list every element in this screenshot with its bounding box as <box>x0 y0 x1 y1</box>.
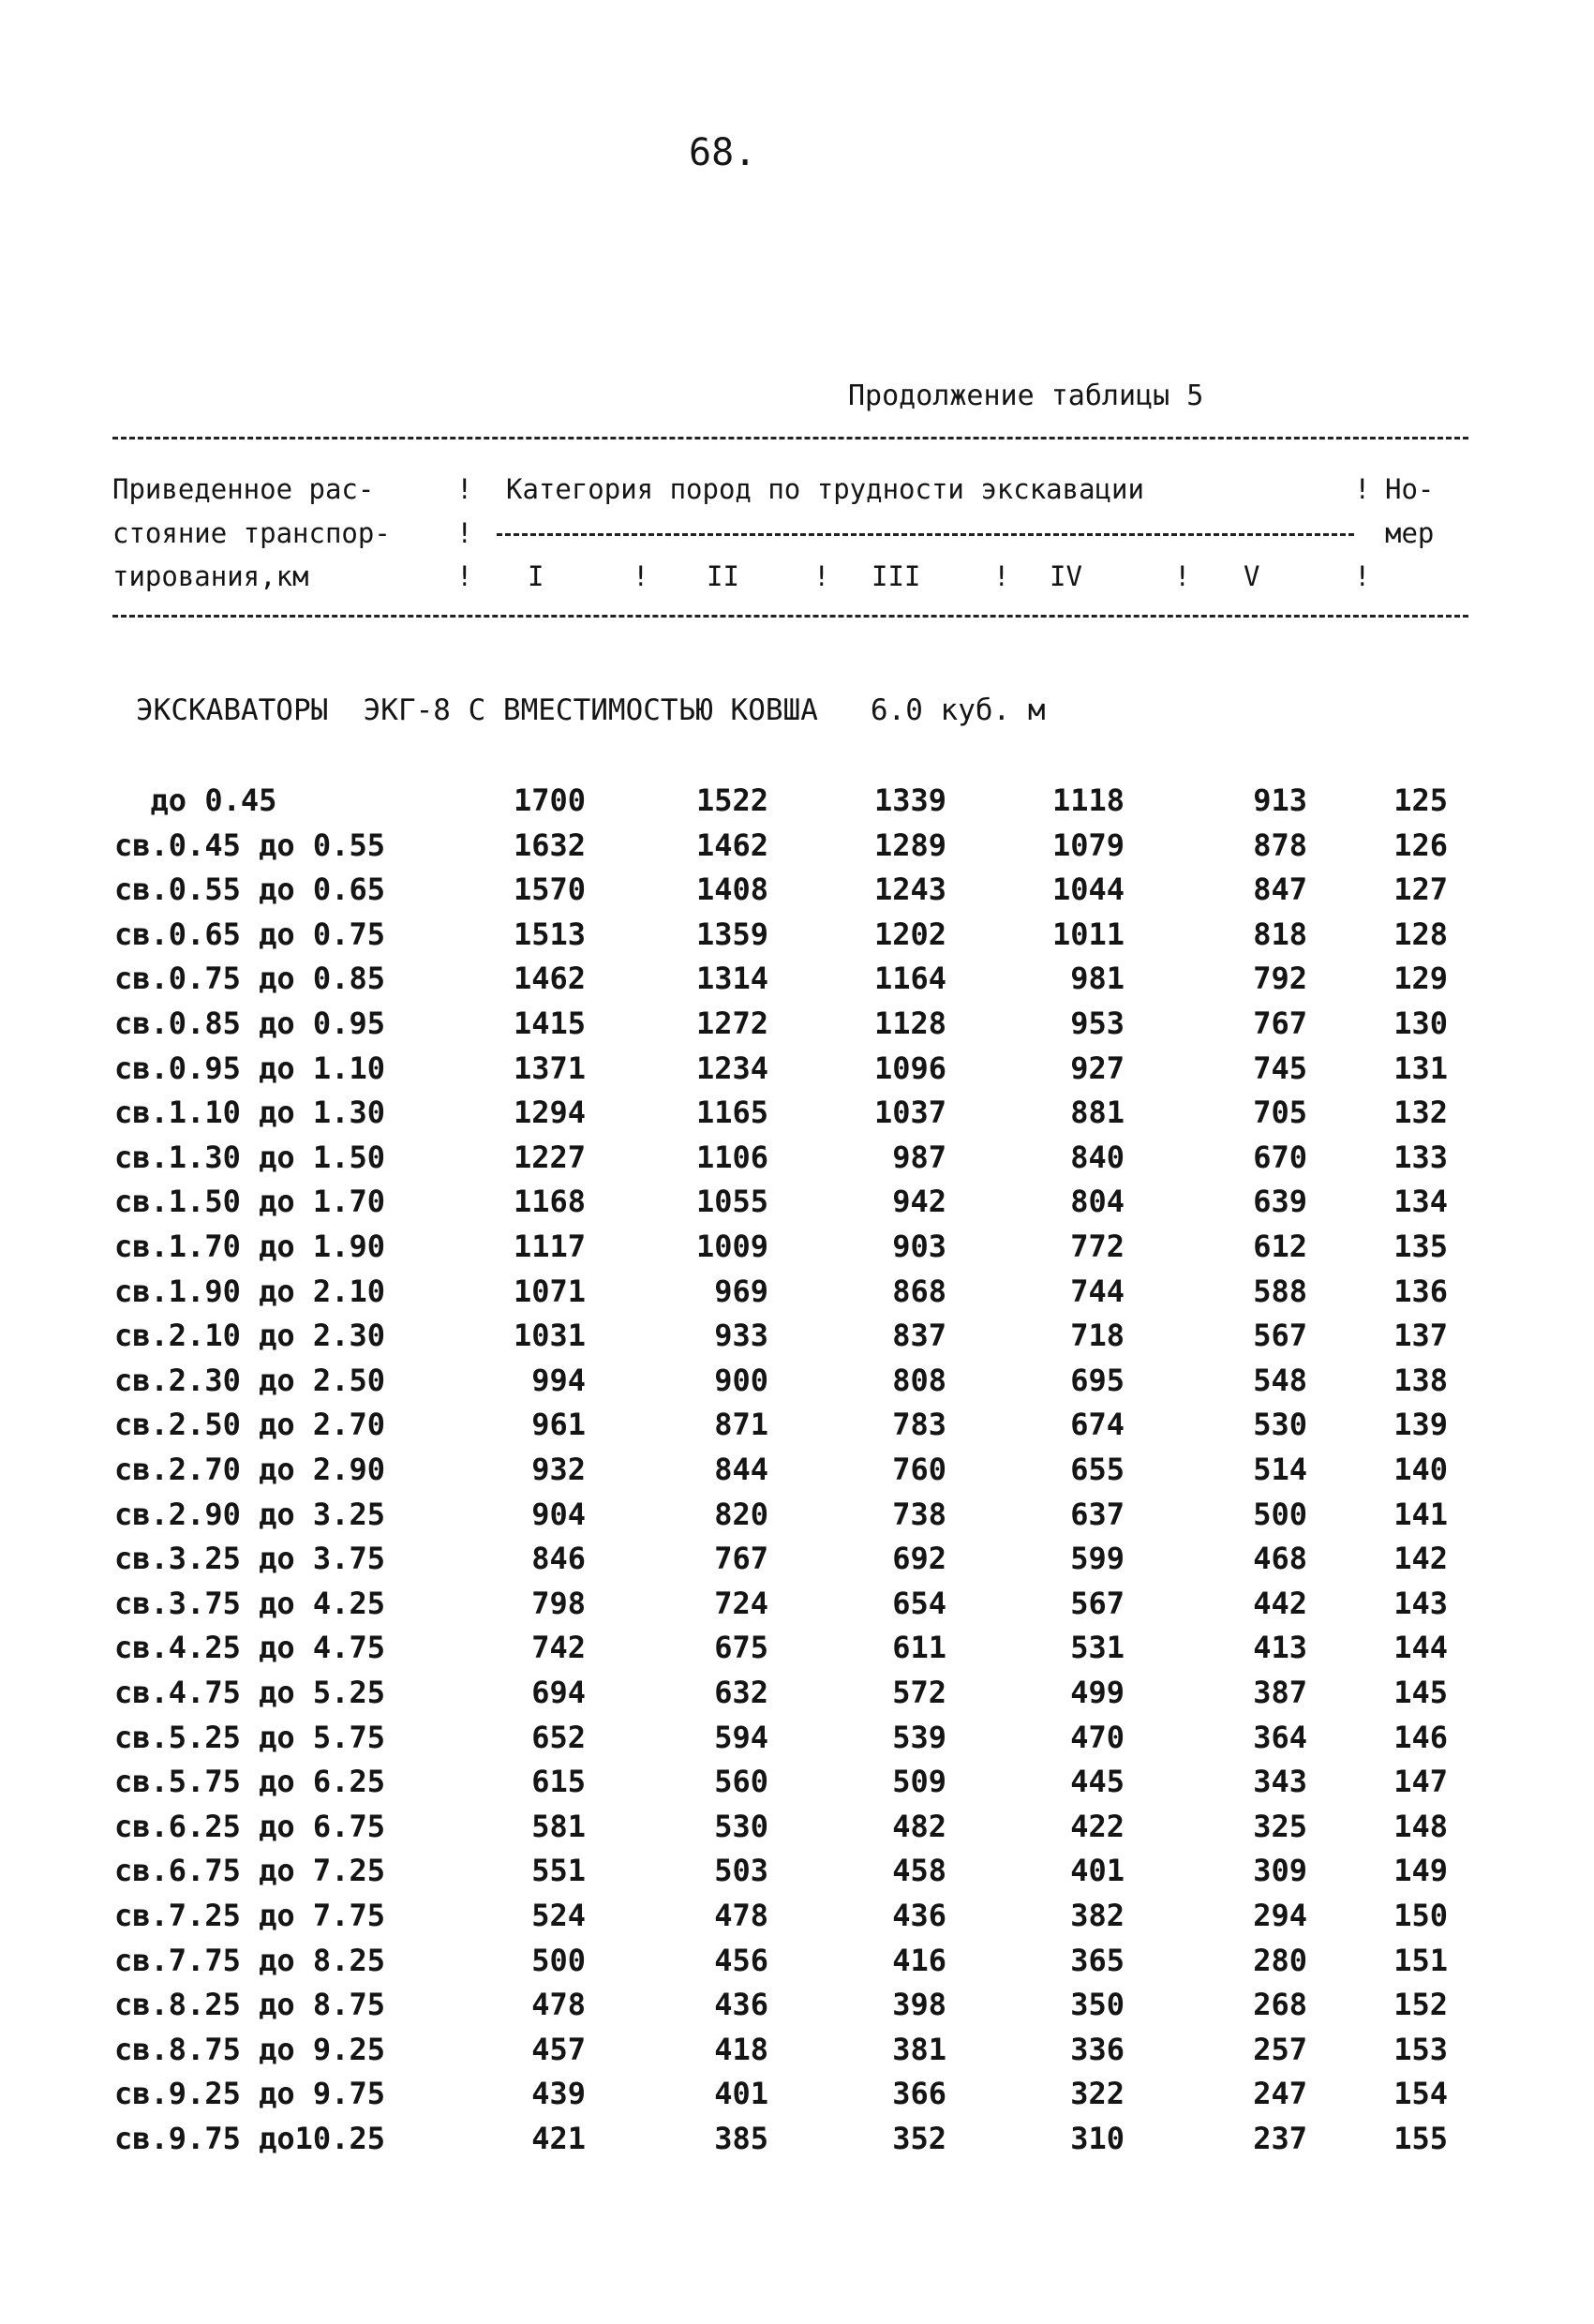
value-cell-category-5: 705 <box>1253 1095 1307 1131</box>
value-cell-category-3: 1339 <box>873 782 946 818</box>
value-cell-category-5: 325 <box>1253 1808 1307 1844</box>
value-cell-category-1: 1031 <box>513 1318 586 1354</box>
distance-cell: св.8.75 до 9.25 <box>114 2031 385 2067</box>
value-cell-category-2: 871 <box>714 1407 768 1443</box>
value-cell-category-4: 382 <box>1070 1898 1125 1933</box>
row-number-cell: 144 <box>1393 1630 1448 1666</box>
row-number-cell: 127 <box>1393 872 1448 908</box>
distance-cell: св.0.65 до 0.75 <box>114 916 385 952</box>
table-row <box>0 1363 1594 1404</box>
table-caption: Продолжение таблицы 5 <box>848 380 1204 412</box>
table-row <box>0 1274 1594 1315</box>
value-cell-category-5: 500 <box>1253 1496 1307 1532</box>
value-cell-category-1: 1294 <box>513 1095 586 1131</box>
value-cell-category-1: 439 <box>531 2076 586 2112</box>
value-cell-category-3: 1243 <box>873 872 946 908</box>
row-number-cell: 134 <box>1393 1184 1448 1220</box>
value-cell-category-2: 503 <box>714 1853 768 1889</box>
value-cell-category-3: 539 <box>892 1719 946 1755</box>
value-cell-category-3: 783 <box>892 1407 946 1443</box>
value-cell-category-2: 594 <box>714 1719 768 1755</box>
value-cell-category-5: 364 <box>1253 1719 1307 1755</box>
distance-cell: св.3.25 до 3.75 <box>114 1541 385 1577</box>
value-cell-category-4: 744 <box>1070 1273 1125 1309</box>
header-distance-line1: Приведенное рас- <box>112 473 375 505</box>
table-row <box>0 2032 1594 2073</box>
value-cell-category-3: 868 <box>892 1273 946 1309</box>
value-cell-category-1: 961 <box>531 1407 586 1443</box>
row-number-cell: 142 <box>1393 1541 1448 1577</box>
distance-cell: св.3.75 до 4.25 <box>114 1585 385 1621</box>
row-number-cell: 129 <box>1393 961 1448 997</box>
value-cell-category-5: 343 <box>1253 1764 1307 1800</box>
table-row <box>0 1675 1594 1716</box>
value-cell-category-1: 581 <box>531 1808 586 1844</box>
table-row <box>0 1809 1594 1850</box>
value-cell-category-4: 981 <box>1070 961 1125 997</box>
header-category-4: IV <box>1050 560 1082 592</box>
value-cell-category-5: 280 <box>1253 1942 1307 1978</box>
header-separator: ! <box>1354 473 1371 505</box>
header-separator: ! <box>633 560 649 592</box>
value-cell-category-5: 247 <box>1253 2076 1307 2112</box>
value-cell-category-5: 612 <box>1253 1229 1307 1264</box>
value-cell-category-3: 760 <box>892 1452 946 1487</box>
value-cell-category-4: 445 <box>1070 1764 1125 1800</box>
row-number-cell: 155 <box>1393 2121 1448 2156</box>
value-cell-category-3: 654 <box>892 1585 946 1621</box>
value-cell-category-1: 615 <box>531 1764 586 1800</box>
value-cell-category-4: 531 <box>1070 1630 1125 1666</box>
value-cell-category-5: 309 <box>1253 1853 1307 1889</box>
row-number-cell: 137 <box>1393 1318 1448 1354</box>
value-cell-category-3: 1096 <box>873 1050 946 1086</box>
row-number-cell: 152 <box>1393 1987 1448 2023</box>
row-number-cell: 125 <box>1393 782 1448 818</box>
value-cell-category-3: 1164 <box>873 961 946 997</box>
value-cell-category-1: 1462 <box>513 961 586 997</box>
value-cell-category-4: 674 <box>1070 1407 1125 1443</box>
value-cell-category-4: 401 <box>1070 1853 1125 1889</box>
row-number-cell: 149 <box>1393 1853 1448 1889</box>
header-separator: ! <box>813 560 830 592</box>
row-number-cell: 153 <box>1393 2031 1448 2067</box>
row-number-cell: 128 <box>1393 916 1448 952</box>
value-cell-category-5: 767 <box>1253 1006 1307 1041</box>
value-cell-category-1: 1632 <box>513 827 586 863</box>
value-cell-category-2: 675 <box>714 1630 768 1666</box>
value-cell-category-4: 599 <box>1070 1541 1125 1577</box>
value-cell-category-2: 418 <box>714 2031 768 2067</box>
value-cell-category-4: 310 <box>1070 2121 1125 2156</box>
distance-cell: св.5.25 до 5.75 <box>114 1719 385 1755</box>
row-number-cell: 143 <box>1393 1585 1448 1621</box>
distance-cell: св.0.55 до 0.65 <box>114 872 385 908</box>
distance-cell: св.0.75 до 0.85 <box>114 961 385 997</box>
value-cell-category-4: 840 <box>1070 1139 1125 1175</box>
value-cell-category-2: 1165 <box>695 1095 768 1131</box>
value-cell-category-4: 365 <box>1070 1942 1125 1978</box>
value-cell-category-5: 792 <box>1253 961 1307 997</box>
row-number-cell: 147 <box>1393 1764 1448 1800</box>
value-cell-category-1: 500 <box>531 1942 586 1978</box>
row-number-cell: 154 <box>1393 2076 1448 2112</box>
table-row <box>0 1586 1594 1627</box>
distance-cell: св.1.30 до 1.50 <box>114 1139 385 1175</box>
value-cell-category-5: 268 <box>1253 1987 1307 2023</box>
value-cell-category-5: 548 <box>1253 1362 1307 1398</box>
distance-cell: до 0.45 <box>114 782 277 818</box>
value-cell-category-3: 1037 <box>873 1095 946 1131</box>
distance-cell: св.6.25 до 6.75 <box>114 1808 385 1844</box>
value-cell-category-1: 457 <box>531 2031 586 2067</box>
value-cell-category-1: 904 <box>531 1496 586 1532</box>
row-number-cell: 139 <box>1393 1407 1448 1443</box>
distance-cell: св.7.75 до 8.25 <box>114 1942 385 1978</box>
table-row <box>0 961 1594 1002</box>
header-category-5: V <box>1244 560 1260 592</box>
value-cell-category-2: 436 <box>714 1987 768 2023</box>
value-cell-category-2: 844 <box>714 1452 768 1487</box>
value-cell-category-2: 1009 <box>695 1229 768 1264</box>
value-cell-category-2: 1234 <box>695 1050 768 1086</box>
value-cell-category-3: 903 <box>892 1229 946 1264</box>
header-separator: ! <box>1354 560 1371 592</box>
table-row <box>0 1050 1594 1092</box>
distance-cell: св.4.25 до 4.75 <box>114 1630 385 1666</box>
value-cell-category-1: 421 <box>531 2121 586 2156</box>
value-cell-category-3: 509 <box>892 1764 946 1800</box>
value-cell-category-4: 350 <box>1070 1987 1125 2023</box>
header-separator: ! <box>993 560 1010 592</box>
value-cell-category-4: 772 <box>1070 1229 1125 1264</box>
value-cell-category-1: 1117 <box>513 1229 586 1264</box>
value-cell-category-3: 738 <box>892 1496 946 1532</box>
table-row <box>0 1407 1594 1448</box>
table-row <box>0 1541 1594 1582</box>
value-cell-category-4: 1118 <box>1051 782 1125 818</box>
value-cell-category-4: 655 <box>1070 1452 1125 1487</box>
row-number-cell: 150 <box>1393 1898 1448 1933</box>
table-row <box>0 1140 1594 1181</box>
header-number-line1: Но- <box>1385 473 1435 505</box>
value-cell-category-1: 524 <box>531 1898 586 1933</box>
table-row <box>0 2076 1594 2117</box>
value-cell-category-3: 837 <box>892 1318 946 1354</box>
row-number-cell: 151 <box>1393 1942 1448 1978</box>
value-cell-category-2: 767 <box>714 1541 768 1577</box>
distance-cell: св.2.10 до 2.30 <box>114 1318 385 1354</box>
value-cell-category-3: 482 <box>892 1808 946 1844</box>
table-row <box>0 1987 1594 2028</box>
distance-cell: св.9.75 до10.25 <box>114 2121 385 2156</box>
value-cell-category-1: 551 <box>531 1853 586 1889</box>
value-cell-category-1: 1513 <box>513 916 586 952</box>
value-cell-category-2: 820 <box>714 1496 768 1532</box>
value-cell-category-5: 468 <box>1253 1541 1307 1577</box>
value-cell-category-1: 1700 <box>513 782 586 818</box>
table-row <box>0 1006 1594 1047</box>
header-category-3: III <box>871 560 921 592</box>
value-cell-category-5: 413 <box>1253 1630 1307 1666</box>
value-cell-category-1: 1415 <box>513 1006 586 1041</box>
value-cell-category-3: 366 <box>892 2076 946 2112</box>
row-number-cell: 138 <box>1393 1362 1448 1398</box>
header-category-title: Категория пород по трудности экскавации <box>506 473 1144 505</box>
value-cell-category-3: 808 <box>892 1362 946 1398</box>
value-cell-category-3: 416 <box>892 1942 946 1978</box>
header-category-rule <box>497 533 1354 536</box>
header-separator: ! <box>1174 560 1191 592</box>
row-number-cell: 126 <box>1393 827 1448 863</box>
value-cell-category-1: 1371 <box>513 1050 586 1086</box>
row-number-cell: 133 <box>1393 1139 1448 1175</box>
distance-cell: св.9.25 до 9.75 <box>114 2076 385 2112</box>
value-cell-category-5: 878 <box>1253 827 1307 863</box>
value-cell-category-3: 352 <box>892 2121 946 2156</box>
table-row <box>0 782 1594 824</box>
value-cell-category-3: 1289 <box>873 827 946 863</box>
value-cell-category-5: 514 <box>1253 1452 1307 1487</box>
header-separator: ! <box>456 473 473 505</box>
value-cell-category-5: 670 <box>1253 1139 1307 1175</box>
distance-cell: св.1.10 до 1.30 <box>114 1095 385 1131</box>
row-number-cell: 140 <box>1393 1452 1448 1487</box>
value-cell-category-2: 1408 <box>695 872 768 908</box>
header-number-line2: мер <box>1385 517 1435 549</box>
value-cell-category-2: 478 <box>714 1898 768 1933</box>
row-number-cell: 132 <box>1393 1095 1448 1131</box>
value-cell-category-4: 470 <box>1070 1719 1125 1755</box>
value-cell-category-5: 588 <box>1253 1273 1307 1309</box>
value-cell-category-3: 572 <box>892 1675 946 1710</box>
distance-cell: св.2.30 до 2.50 <box>114 1362 385 1398</box>
distance-cell: св.1.50 до 1.70 <box>114 1184 385 1220</box>
table-top-rule <box>112 437 1468 439</box>
section-heading: ЭКСКАВАТОРЫ ЭКГ-8 С ВМЕСТИМОСТЬЮ КОВША 6.0 куб. м <box>136 693 1046 727</box>
value-cell-category-3: 987 <box>892 1139 946 1175</box>
value-cell-category-3: 458 <box>892 1853 946 1889</box>
value-cell-category-5: 567 <box>1253 1318 1307 1354</box>
row-number-cell: 145 <box>1393 1675 1448 1710</box>
value-cell-category-5: 530 <box>1253 1407 1307 1443</box>
value-cell-category-1: 1168 <box>513 1184 586 1220</box>
value-cell-category-2: 724 <box>714 1585 768 1621</box>
value-cell-category-1: 694 <box>531 1675 586 1710</box>
value-cell-category-2: 1314 <box>695 961 768 997</box>
value-cell-category-3: 1202 <box>873 916 946 952</box>
table-row <box>0 827 1594 869</box>
value-cell-category-4: 804 <box>1070 1184 1125 1220</box>
value-cell-category-1: 652 <box>531 1719 586 1755</box>
table-row <box>0 1318 1594 1359</box>
value-cell-category-4: 1011 <box>1051 916 1125 952</box>
value-cell-category-5: 847 <box>1253 872 1307 908</box>
distance-cell: св.0.85 до 0.95 <box>114 1006 385 1041</box>
header-distance-line2: стояние транспор- <box>112 517 391 549</box>
row-number-cell: 141 <box>1393 1496 1448 1532</box>
table-row <box>0 1943 1594 1984</box>
value-cell-category-2: 1359 <box>695 916 768 952</box>
distance-cell: св.8.25 до 8.75 <box>114 1987 385 2023</box>
value-cell-category-4: 637 <box>1070 1496 1125 1532</box>
value-cell-category-2: 1522 <box>695 782 768 818</box>
value-cell-category-5: 294 <box>1253 1898 1307 1933</box>
value-cell-category-2: 385 <box>714 2121 768 2156</box>
value-cell-category-2: 401 <box>714 2076 768 2112</box>
distance-cell: св.0.45 до 0.55 <box>114 827 385 863</box>
value-cell-category-4: 953 <box>1070 1006 1125 1041</box>
value-cell-category-3: 398 <box>892 1987 946 2023</box>
value-cell-category-4: 1044 <box>1051 872 1125 908</box>
table-row <box>0 1853 1594 1894</box>
value-cell-category-5: 442 <box>1253 1585 1307 1621</box>
header-category-2: II <box>707 560 739 592</box>
value-cell-category-4: 336 <box>1070 2031 1125 2067</box>
value-cell-category-2: 456 <box>714 1942 768 1978</box>
table-row <box>0 916 1594 958</box>
row-number-cell: 136 <box>1393 1273 1448 1309</box>
table-row <box>0 2121 1594 2162</box>
value-cell-category-4: 718 <box>1070 1318 1125 1354</box>
row-number-cell: 146 <box>1393 1719 1448 1755</box>
row-number-cell: 130 <box>1393 1006 1448 1041</box>
distance-cell: св.2.70 до 2.90 <box>114 1452 385 1487</box>
distance-cell: св.1.90 до 2.10 <box>114 1273 385 1309</box>
distance-cell: св.7.25 до 7.75 <box>114 1898 385 1933</box>
value-cell-category-3: 436 <box>892 1898 946 1933</box>
value-cell-category-3: 381 <box>892 2031 946 2067</box>
value-cell-category-3: 692 <box>892 1541 946 1577</box>
value-cell-category-2: 1462 <box>695 827 768 863</box>
value-cell-category-5: 639 <box>1253 1184 1307 1220</box>
value-cell-category-5: 237 <box>1253 2121 1307 2156</box>
value-cell-category-1: 846 <box>531 1541 586 1577</box>
value-cell-category-1: 798 <box>531 1585 586 1621</box>
value-cell-category-4: 881 <box>1070 1095 1125 1131</box>
table-row <box>0 1764 1594 1805</box>
value-cell-category-2: 1272 <box>695 1006 768 1041</box>
value-cell-category-5: 913 <box>1253 782 1307 818</box>
row-number-cell: 131 <box>1393 1050 1448 1086</box>
row-number-cell: 135 <box>1393 1229 1448 1264</box>
value-cell-category-5: 387 <box>1253 1675 1307 1710</box>
table-row <box>0 872 1594 913</box>
page-number: 68. <box>689 131 757 174</box>
distance-cell: св.4.75 до 5.25 <box>114 1675 385 1710</box>
table-row <box>0 1095 1594 1136</box>
value-cell-category-1: 1570 <box>513 872 586 908</box>
value-cell-category-2: 900 <box>714 1362 768 1398</box>
value-cell-category-5: 257 <box>1253 2031 1307 2067</box>
value-cell-category-5: 745 <box>1253 1050 1307 1086</box>
value-cell-category-2: 632 <box>714 1675 768 1710</box>
distance-cell: св.6.75 до 7.25 <box>114 1853 385 1889</box>
table-row <box>0 1898 1594 1939</box>
table-row <box>0 1497 1594 1538</box>
value-cell-category-4: 322 <box>1070 2076 1125 2112</box>
table-row <box>0 1630 1594 1671</box>
distance-cell: св.1.70 до 1.90 <box>114 1229 385 1264</box>
value-cell-category-2: 530 <box>714 1808 768 1844</box>
value-cell-category-4: 422 <box>1070 1808 1125 1844</box>
value-cell-category-2: 1106 <box>695 1139 768 1175</box>
value-cell-category-3: 1128 <box>873 1006 946 1041</box>
header-distance-line3: тирования,км <box>112 560 309 592</box>
value-cell-category-4: 1079 <box>1051 827 1125 863</box>
value-cell-category-1: 1071 <box>513 1273 586 1309</box>
value-cell-category-2: 1055 <box>695 1184 768 1220</box>
value-cell-category-4: 567 <box>1070 1585 1125 1621</box>
value-cell-category-2: 560 <box>714 1764 768 1800</box>
value-cell-category-1: 742 <box>531 1630 586 1666</box>
value-cell-category-3: 942 <box>892 1184 946 1220</box>
value-cell-category-1: 1227 <box>513 1139 586 1175</box>
value-cell-category-4: 695 <box>1070 1362 1125 1398</box>
distance-cell: св.2.50 до 2.70 <box>114 1407 385 1443</box>
value-cell-category-5: 818 <box>1253 916 1307 952</box>
distance-cell: св.5.75 до 6.25 <box>114 1764 385 1800</box>
value-cell-category-4: 927 <box>1070 1050 1125 1086</box>
value-cell-category-1: 932 <box>531 1452 586 1487</box>
value-cell-category-4: 499 <box>1070 1675 1125 1710</box>
value-cell-category-1: 478 <box>531 1987 586 2023</box>
table-row <box>0 1720 1594 1761</box>
value-cell-category-2: 933 <box>714 1318 768 1354</box>
distance-cell: св.2.90 до 3.25 <box>114 1496 385 1532</box>
table-row <box>0 1184 1594 1225</box>
header-separator: ! <box>456 560 473 592</box>
value-cell-category-1: 994 <box>531 1362 586 1398</box>
header-category-1: I <box>528 560 544 592</box>
table-header-rule <box>112 615 1468 618</box>
distance-cell: св.0.95 до 1.10 <box>114 1050 385 1086</box>
value-cell-category-3: 611 <box>892 1630 946 1666</box>
row-number-cell: 148 <box>1393 1808 1448 1844</box>
value-cell-category-2: 969 <box>714 1273 768 1309</box>
header-separator: ! <box>456 517 473 549</box>
table-row <box>0 1452 1594 1493</box>
table-row <box>0 1229 1594 1270</box>
